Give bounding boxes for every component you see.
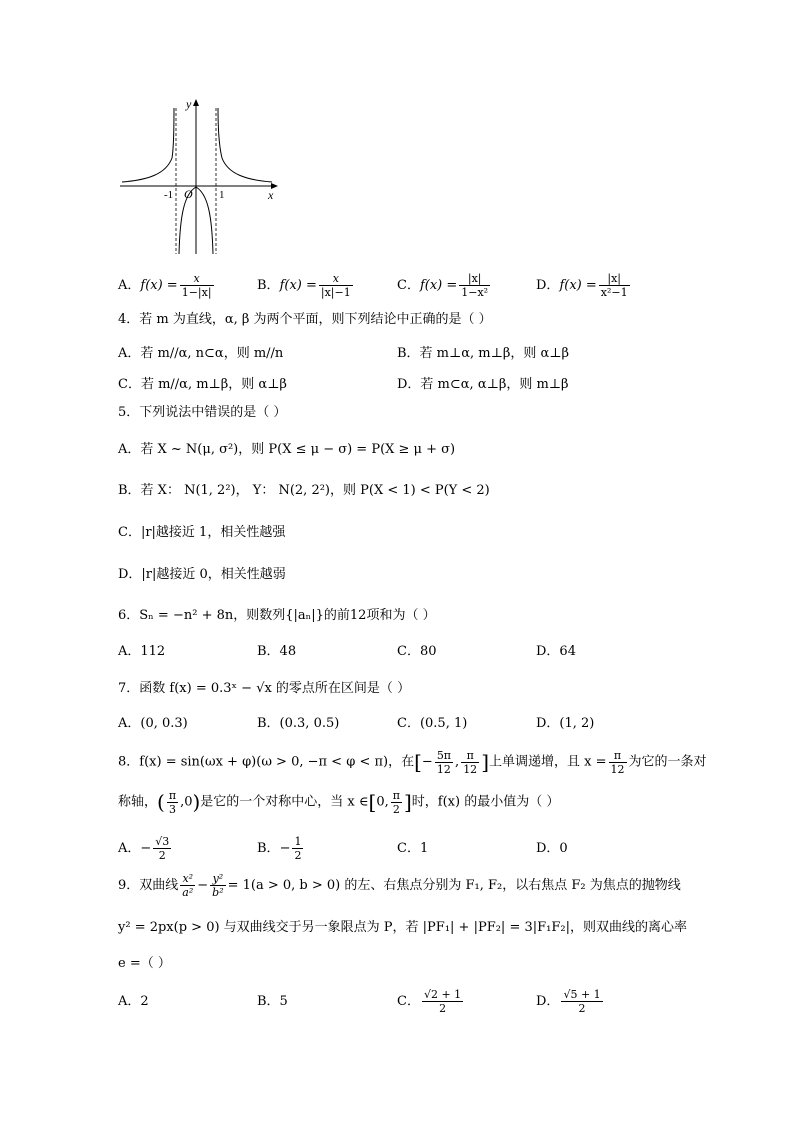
q3-option-a[interactable] bbox=[118, 272, 216, 299]
q9-y-fraction bbox=[210, 872, 225, 899]
q3-option-c[interactable] bbox=[397, 272, 492, 299]
function-graph bbox=[118, 96, 282, 256]
q8-interval-left-fraction bbox=[435, 749, 453, 776]
q3-option-d[interactable] bbox=[536, 272, 632, 299]
q9-option-a[interactable]: A．2 bbox=[118, 994, 149, 1009]
q8-stem-part-a: 8．f(x) = sin(ωx + φ)(ω > 0, −π < φ < π)，在 bbox=[118, 754, 415, 770]
q8-domain-close-bracket: ] bbox=[403, 790, 412, 814]
q8-line2-part-c: 时，f(x) 的最小值为（ ） bbox=[411, 794, 560, 810]
q9-c-den: 2 bbox=[439, 1002, 447, 1015]
q8-interval-open-bracket: [ bbox=[414, 750, 422, 774]
x-axis-label: x bbox=[268, 188, 274, 202]
q3-a-fraction bbox=[180, 272, 214, 299]
q6-option-a[interactable]: A．112 bbox=[118, 644, 166, 659]
q8-option-d[interactable]: D．0 bbox=[536, 841, 568, 856]
q8-center-fraction bbox=[167, 789, 178, 816]
q6-stem: 6．Sₙ = −n² + 8n，则数列{|aₙ|}的前12项和为（ ） bbox=[118, 608, 436, 623]
q9-option-d[interactable] bbox=[536, 984, 605, 1020]
q9-d-num: √5 + 1 bbox=[563, 988, 601, 1001]
q9-y-num: y² bbox=[210, 872, 225, 886]
q5-option-c[interactable]: C．|r|越接近 1，相关性越强 bbox=[118, 525, 286, 540]
q8-stem-line2: 称轴，( $\frac{\pi}{3}$ ,0)是它的一个对称中心，当 x ∈[0, $\frac{\pi}{2}$ ]时，f(x) 的最小值为（ ） bbox=[118, 788, 560, 816]
y-axis-label: y bbox=[186, 97, 192, 111]
q3-c-letter: C． bbox=[397, 278, 420, 293]
q8-axis-fraction bbox=[609, 749, 627, 776]
q9-c-fraction bbox=[422, 988, 463, 1015]
q8-a-letter: A． bbox=[118, 841, 141, 856]
q8-int-right-den: 12 bbox=[463, 762, 478, 776]
q9-d-fraction bbox=[561, 988, 602, 1015]
q9-c-num: √2 + 1 bbox=[423, 988, 462, 1001]
q3-b-prefix: f(x) = bbox=[279, 278, 317, 293]
q9-d-den: 2 bbox=[578, 1002, 586, 1015]
q8-option-a[interactable]: A．− $\frac{√3}{2}$ bbox=[118, 835, 170, 862]
q4-option-b[interactable]: B．若 m⊥α, m⊥β，则 α⊥β bbox=[397, 346, 570, 361]
q9-a-den: a² bbox=[182, 886, 194, 899]
q8-interval-right-fraction bbox=[461, 749, 479, 776]
q8-option-c[interactable]: C．1 bbox=[397, 841, 429, 856]
q4-stem: 4．若 m 为直线，α, β 为两个平面，则下列结论中正确的是（ ） bbox=[118, 312, 492, 327]
q9-d-letter: D． bbox=[536, 994, 560, 1009]
q8-domain-fraction bbox=[391, 789, 402, 816]
q7-options bbox=[118, 712, 698, 736]
q7-option-b[interactable]: B．(0.3, 0.5) bbox=[257, 716, 340, 731]
q8-stem-line1: 8．f(x) = sin(ωx + φ)(ω > 0, −π < φ < π)，在[− $\frac{5\pi}{12}$ , $\frac{\pi}{12}$ ]上单调递增，且 x = $\frac{\pi}{12}$ 为它的一条对 bbox=[118, 748, 707, 776]
q3-b-denominator: |x|−1 bbox=[320, 286, 351, 299]
q8-line2-part-b: 是它的一个对称中心，当 x ∈ bbox=[200, 794, 369, 810]
q8-stem-part-c: 为它的一条对 bbox=[628, 754, 707, 770]
q4-option-d[interactable]: D．若 m⊂α, α⊥β，则 m⊥β bbox=[397, 377, 569, 392]
q7-option-d[interactable]: D．(1, 2) bbox=[536, 716, 595, 731]
q8-dom-den: 2 bbox=[392, 802, 400, 816]
q6-options bbox=[118, 640, 698, 664]
q8-center-open-paren: ( bbox=[157, 790, 165, 814]
q8-center-num: π bbox=[168, 788, 177, 802]
q8-axis-den: 12 bbox=[610, 762, 625, 776]
q3-b-letter: B． bbox=[257, 278, 280, 293]
q3-a-numerator: x bbox=[180, 272, 214, 286]
q6-option-d[interactable]: D．64 bbox=[536, 644, 576, 659]
q3-options bbox=[118, 272, 698, 299]
q8-options bbox=[118, 832, 698, 866]
q7-stem: 7．函数 f(x) = 0.3ˣ − √x 的零点所在区间是（ ） bbox=[118, 681, 411, 696]
q7-option-a[interactable]: A．(0, 0.3) bbox=[118, 716, 188, 731]
q3-d-letter: D． bbox=[536, 278, 560, 293]
q8-stem-part-b: 上单调递增，且 x = bbox=[489, 754, 607, 770]
q9-stem-line3: e =（ ） bbox=[118, 956, 171, 971]
q3-b-fraction bbox=[319, 272, 353, 299]
q8-a-num: √3 bbox=[155, 835, 170, 848]
q9-stem-part-a: 9．双曲线 bbox=[118, 878, 179, 893]
q8-a-den: 2 bbox=[158, 849, 166, 862]
q5-option-b[interactable]: B．若 X： N(1, 2²)， Y： N(2, 2²)，则 P(X < 1) < P(Y < 2) bbox=[118, 483, 490, 498]
q4-option-a[interactable]: A．若 m//α, n⊂α，则 m//n bbox=[118, 346, 284, 361]
q3-d-numerator: |x| bbox=[599, 272, 630, 286]
curve-left-branch bbox=[122, 108, 174, 182]
q9-x-fraction bbox=[180, 872, 195, 899]
q6-option-b[interactable]: B．48 bbox=[257, 644, 297, 659]
q9-stem-line1: 9．双曲线 $\frac{\text{x²}}{\text{a²}}$ − $\frac{\text{y²}}{\text{b²}}$ = 1(a > 0, b > 0) 的左、右焦点分别为 F₁, F₂，以右焦点 F₂ 为焦点的抛物线 bbox=[118, 872, 681, 899]
y-axis-arrow bbox=[193, 99, 199, 106]
tick-label-1: 1 bbox=[219, 189, 225, 201]
q4-options-row2 bbox=[118, 373, 698, 395]
q9-option-c[interactable] bbox=[397, 984, 465, 1020]
q3-c-denominator: 1−x² bbox=[461, 286, 489, 299]
q8-int-left-den: 12 bbox=[436, 762, 451, 776]
q3-c-prefix: f(x) = bbox=[419, 278, 458, 293]
q8-int-left-num: 5π bbox=[436, 748, 452, 762]
q8-b-letter: B． bbox=[257, 841, 280, 856]
q8-option-b[interactable]: B．− $\frac{1}{2}$ bbox=[257, 835, 302, 862]
q4-options-row1 bbox=[118, 342, 698, 364]
q9-stem-part-b: = 1(a > 0, b > 0) 的左、右焦点分别为 F₁, F₂，以右焦点 F₂ 为焦点的抛物线 bbox=[227, 878, 681, 893]
q9-c-letter: C． bbox=[397, 994, 420, 1009]
q6-option-c[interactable]: C．80 bbox=[397, 644, 437, 659]
origin-label: O bbox=[184, 187, 193, 201]
q8-b-num: 1 bbox=[294, 835, 302, 848]
q3-a-letter: A． bbox=[118, 278, 141, 293]
q8-interval-close-bracket: ] bbox=[481, 750, 489, 774]
q8-line2-part-a: 称轴， bbox=[118, 794, 158, 810]
q8-domain-open-bracket: [ bbox=[368, 790, 377, 814]
q8-dom-num: π bbox=[392, 788, 400, 802]
q3-b-numerator: x bbox=[319, 272, 353, 286]
q3-a-denominator: 1−|x| bbox=[181, 286, 212, 299]
q5-stem: 5．下列说法中错误的是（ ） bbox=[118, 405, 287, 420]
q3-d-prefix: f(x) = bbox=[559, 278, 597, 293]
q9-option-b[interactable]: B．5 bbox=[257, 994, 288, 1009]
q3-a-prefix: f(x) = bbox=[140, 278, 178, 293]
q9-options bbox=[118, 984, 698, 1020]
curve-right-branch bbox=[218, 108, 272, 182]
q8-b-fraction bbox=[292, 835, 303, 862]
q7-option-c[interactable]: C．(0.5, 1) bbox=[397, 716, 468, 731]
q3-option-b[interactable] bbox=[257, 272, 355, 299]
q5-option-a[interactable]: A．若 X ~ N(μ, σ²)，则 P(X ≤ μ − σ) = P(X ≥ μ + σ) bbox=[118, 442, 456, 457]
q9-b-den: b² bbox=[212, 886, 224, 899]
q8-int-right-num: π bbox=[461, 749, 479, 763]
q8-b-den: 2 bbox=[294, 849, 302, 862]
q3-c-numerator: |x| bbox=[459, 272, 490, 286]
q9-stem-line2: y² = 2px(p > 0) 与双曲线交于另一象限点为 P，若 |PF₁| + |PF₂| = 3|F₁F₂|，则双曲线的离心率 bbox=[118, 920, 687, 935]
tick-label-neg1: -1 bbox=[164, 189, 174, 201]
q3-c-fraction bbox=[459, 272, 490, 299]
q8-center-close-paren: ) bbox=[192, 790, 201, 814]
q9-x-num: x² bbox=[180, 872, 195, 886]
q5-option-d[interactable]: D．|r|越接近 0，相关性越弱 bbox=[118, 567, 286, 582]
q8-a-fraction bbox=[153, 835, 171, 862]
q3-d-denominator: x²−1 bbox=[600, 286, 628, 299]
q4-option-c[interactable]: C．若 m//α, m⊥β，则 α⊥β bbox=[118, 377, 287, 392]
q3-d-fraction bbox=[599, 272, 630, 299]
q8-center-den: 3 bbox=[168, 802, 176, 816]
q8-axis-num: π bbox=[609, 749, 627, 763]
